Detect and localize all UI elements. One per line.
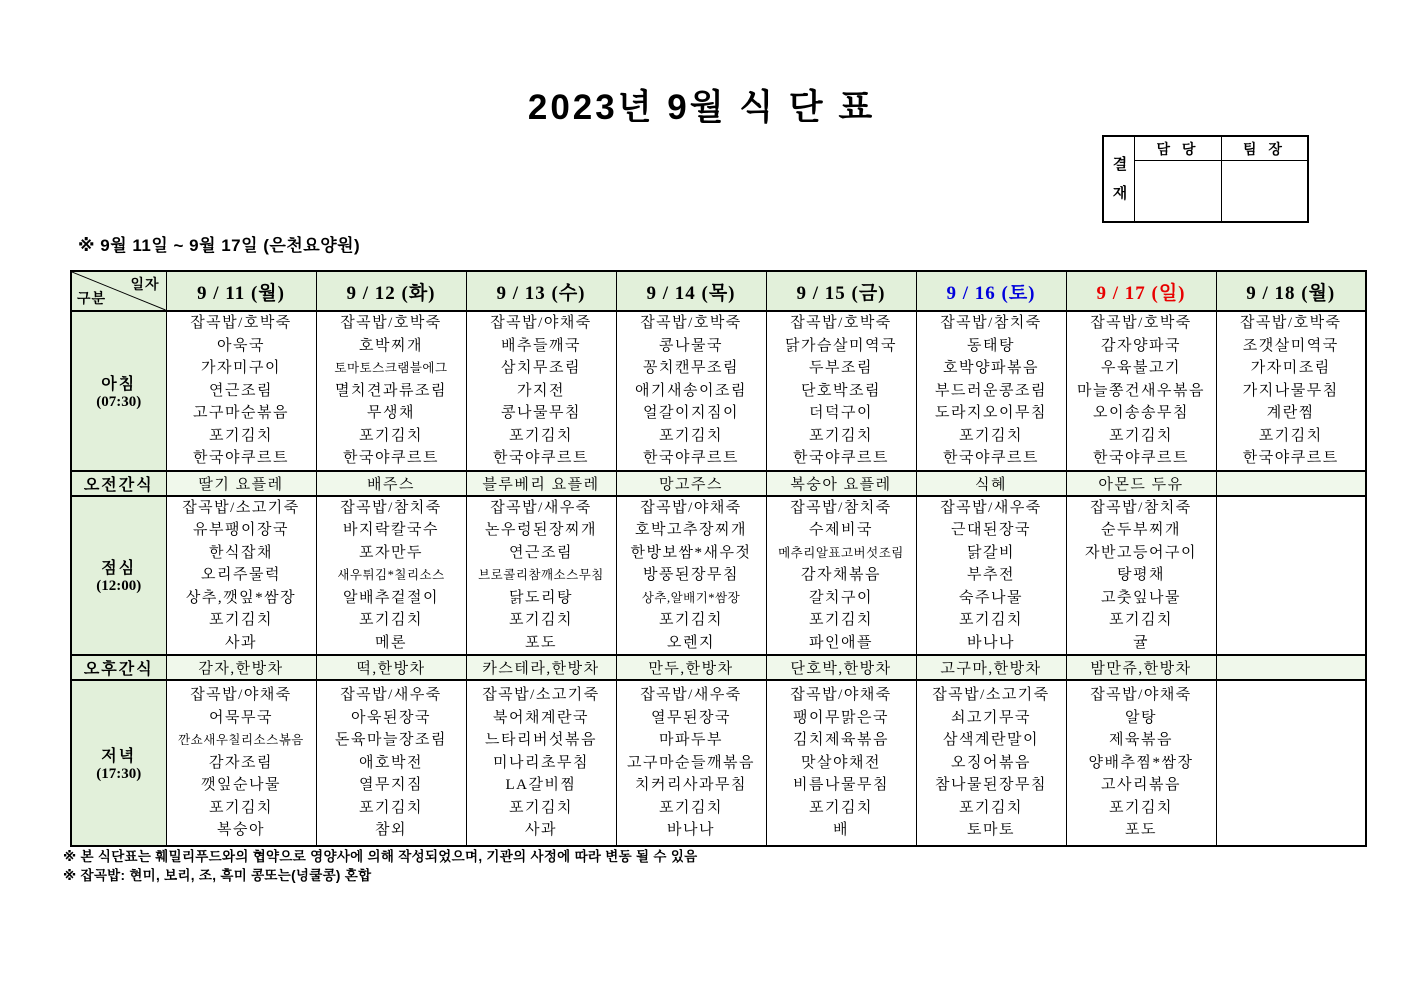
menu-item: 쇠고기무국	[951, 709, 1031, 726]
menu-item: 메론	[375, 634, 407, 651]
menu-item: 두부조림	[809, 360, 873, 376]
date-header-0: 9 / 11 (월)	[166, 271, 316, 311]
menu-item: 잡곡밥/야채죽	[1090, 687, 1192, 704]
menu-item: 숙주나물	[959, 589, 1023, 606]
approval-col-teamlead	[1221, 137, 1307, 221]
row-label-breakfast: 아침 (07:30)	[71, 311, 166, 471]
menu-item: 가자미조림	[1250, 360, 1331, 376]
menu-item: 잡곡밥/새우죽	[940, 499, 1042, 516]
menu-item: 깐쇼새우칠리소스볶음	[178, 733, 304, 748]
footnote-grain: ※ 잡곡밥: 현미, 보리, 조, 흑미 콩또는(넝쿨콩) 혼합	[63, 868, 372, 883]
row-label-am-snack: 오전간식	[71, 471, 166, 496]
snack-cell-am-snack-1: 배주스	[316, 471, 466, 496]
menu-item: 오렌지	[667, 634, 715, 651]
date-header-2: 9 / 13 (수)	[466, 271, 616, 311]
menu-item: 잡곡밥/소고기죽	[932, 687, 1050, 704]
menu-item: 토마토	[967, 822, 1015, 839]
snack-cell-pm-snack-7	[1216, 655, 1366, 680]
menu-item: 복숭아	[217, 822, 265, 839]
menu-item: 한국야쿠르트	[643, 450, 739, 466]
snack-cell-am-snack-0: 딸기 요플레	[166, 471, 316, 496]
snack-cell-pm-snack-6: 밤만쥬,한방차	[1066, 655, 1216, 680]
menu-cell-breakfast-0	[166, 311, 316, 471]
date-header-3: 9 / 14 (목)	[616, 271, 766, 311]
menu-item: 애호박전	[359, 754, 423, 771]
menu-item: 포기김치	[809, 799, 873, 816]
menu-item: 단호박조림	[801, 382, 881, 399]
footnotes	[63, 847, 698, 885]
menu-item: 토마토스크램블에그	[334, 361, 448, 375]
menu-item: 고구마순들깨볶음	[627, 754, 755, 771]
menu-item: 자반고등어구이	[1085, 544, 1197, 561]
menu-item: 더덕구이	[809, 405, 873, 421]
menu-item: 오리주물럭	[201, 567, 281, 583]
menu-item: 잡곡밥/호박죽	[640, 315, 742, 331]
menu-item: 참외	[375, 822, 407, 839]
menu-cell-breakfast-2	[466, 311, 616, 471]
menu-item: 포기김치	[359, 612, 423, 628]
menu-item: 포기김치	[659, 799, 723, 816]
menu-item: 브로콜리참깨소스무침	[478, 568, 604, 582]
menu-item: 포기김치	[359, 799, 423, 816]
snack-cell-pm-snack-2: 카스테라,한방차	[466, 655, 616, 680]
date-header-6: 9 / 17 (일)	[1066, 271, 1216, 311]
menu-item: 포기김치	[659, 612, 723, 628]
snack-cell-pm-snack-0: 감자,한방차	[166, 655, 316, 680]
menu-item: 잡곡밥/야채죽	[640, 499, 742, 516]
menu-cell-breakfast-7	[1216, 311, 1366, 471]
menu-item: 잡곡밥/호박죽	[1239, 315, 1342, 331]
menu-item: 방풍된장무침	[643, 567, 739, 583]
menu-item: 잡곡밥/참치죽	[790, 499, 892, 516]
footnote-provider: ※ 본 식단표는 훼밀리푸드와의 협약으로 영양사에 의해 작성되었으며, 기관의 사정에 따라 변동 될 수 있음	[63, 849, 698, 864]
row-dinner	[71, 680, 1366, 846]
menu-cell-lunch-0	[166, 496, 316, 656]
menu-item: 귤	[1133, 634, 1149, 651]
menu-item: 잡곡밥/소고기죽	[182, 499, 300, 516]
menu-item: 잡곡밥/새우죽	[640, 687, 742, 704]
menu-item: 잡곡밥/호박죽	[190, 315, 292, 331]
menu-cell-lunch-4	[766, 496, 916, 656]
menu-item: 참나물된장무침	[935, 777, 1047, 794]
menu-item: 호박고추장찌개	[635, 522, 747, 538]
menu-item: 북어채계란국	[493, 709, 589, 726]
menu-item: 포기김치	[1109, 799, 1173, 816]
menu-item: 삼색계란말이	[943, 732, 1039, 749]
menu-item: 느타리버섯볶음	[485, 732, 597, 749]
menu-cell-breakfast-4	[766, 311, 916, 471]
menu-cell-dinner-4	[766, 680, 916, 846]
menu-item: 상추,알배기*쌈장	[641, 590, 741, 605]
menu-cell-dinner-6	[1066, 680, 1216, 846]
menu-item: 배추들깨국	[501, 337, 581, 354]
menu-item: 삼치무조림	[501, 360, 581, 376]
menu-item: 논우렁된장찌개	[485, 522, 597, 538]
approval-manager-sign-cell	[1135, 161, 1221, 221]
menu-item: 열무된장국	[651, 709, 731, 726]
menu-item: 포기김치	[809, 427, 873, 444]
menu-item: 양배추찜*쌈장	[1088, 754, 1194, 771]
header-row	[71, 271, 1366, 311]
menu-item: 도라지오이무침	[935, 405, 1047, 421]
snack-cell-am-snack-3: 망고주스	[616, 471, 766, 496]
menu-item: 잡곡밥/야채죽	[490, 315, 592, 331]
row-breakfast	[71, 311, 1366, 471]
menu-item: 잡곡밥/호박죽	[790, 315, 892, 331]
row-pm-snack	[71, 655, 1366, 680]
row-label-lunch: 점심 (12:00)	[71, 496, 166, 656]
menu-item: 잡곡밥/야채죽	[190, 687, 292, 704]
menu-cell-lunch-6	[1066, 496, 1216, 656]
menu-item: 우육불고기	[1101, 360, 1181, 376]
menu-item: 탕평채	[1117, 567, 1165, 583]
menu-item: 무생채	[367, 405, 415, 421]
menu-item: 포기김치	[209, 612, 273, 628]
menu-item: 고구마순볶음	[193, 405, 289, 421]
menu-item: 포기김치	[959, 427, 1023, 444]
menu-item: 치커리사과무침	[635, 777, 747, 794]
corner-label-category: 구분	[77, 292, 107, 307]
menu-item: 포도	[525, 634, 557, 651]
menu-item: LA갈비찜	[505, 777, 577, 794]
menu-item: 맛살야채전	[801, 754, 881, 771]
row-am-snack	[71, 471, 1366, 496]
menu-item: 김치제육볶음	[793, 732, 889, 749]
menu-body	[71, 311, 1366, 846]
menu-item: 포기김치	[209, 427, 273, 444]
menu-item: 오징어볶음	[951, 754, 1031, 771]
menu-item: 포기김치	[1258, 427, 1323, 444]
menu-item: 돈육마늘장조림	[335, 732, 447, 749]
menu-item: 포기김치	[959, 612, 1023, 628]
menu-item: 배	[833, 822, 849, 839]
menu-item: 고사리볶음	[1101, 777, 1181, 794]
menu-item: 잡곡밥/새우죽	[340, 687, 442, 704]
menu-item: 한방보쌈*새우젓	[630, 544, 752, 561]
menu-cell-breakfast-3	[616, 311, 766, 471]
menu-cell-dinner-5	[916, 680, 1066, 846]
menu-cell-lunch-5	[916, 496, 1066, 656]
date-header-5: 9 / 16 (토)	[916, 271, 1066, 311]
snack-cell-am-snack-7	[1216, 471, 1366, 496]
menu-item: 수제비국	[809, 522, 873, 538]
menu-item: 유부팽이장국	[193, 522, 289, 538]
row-label-pm-snack: 오후간식	[71, 655, 166, 680]
menu-item: 포기김치	[659, 427, 723, 444]
menu-item: 잡곡밥/참치죽	[940, 315, 1042, 331]
week-range-subtitle: ※ 9월 11일 ~ 9월 17일 (은천요양원)	[78, 236, 361, 255]
menu-item: 아욱국	[217, 337, 265, 354]
row-lunch	[71, 496, 1366, 656]
menu-cell-lunch-7	[1216, 496, 1366, 656]
menu-item: 포도	[1125, 822, 1157, 839]
menu-item: 포기김치	[1109, 612, 1173, 628]
menu-item: 열무지짐	[359, 777, 423, 794]
menu-item: 한국야쿠르트	[943, 450, 1039, 466]
menu-item: 감자채볶음	[801, 567, 881, 583]
menu-item: 연근조림	[209, 382, 273, 399]
menu-cell-lunch-2	[466, 496, 616, 656]
menu-item: 가지전	[517, 382, 565, 399]
approval-teamlead-label: 팀 장	[1222, 137, 1307, 161]
menu-item: 포기김치	[509, 799, 573, 816]
menu-item: 팽이무맑은국	[793, 709, 889, 726]
menu-cell-dinner-0	[166, 680, 316, 846]
menu-item: 닭가슴살미역국	[785, 337, 897, 354]
menu-item: 한국야쿠르트	[343, 450, 439, 466]
menu-item: 비름나물무침	[793, 777, 889, 794]
menu-item: 갈치구이	[809, 589, 873, 606]
menu-item: 포기김치	[509, 427, 573, 444]
row-label-dinner: 저녁 (17:30)	[71, 680, 166, 846]
menu-item: 꽁치캔무조림	[643, 360, 739, 376]
menu-item: 애기새송이조림	[635, 382, 747, 399]
menu-cell-dinner-2	[466, 680, 616, 846]
menu-cell-dinner-7	[1216, 680, 1366, 846]
menu-cell-lunch-3	[616, 496, 766, 656]
snack-cell-pm-snack-1: 떡,한방차	[316, 655, 466, 680]
approval-stamp-label: 결재	[1104, 137, 1135, 221]
menu-item: 바나나	[667, 822, 715, 839]
menu-item: 계란찜	[1266, 405, 1315, 421]
menu-item: 콩나물국	[659, 337, 723, 354]
menu-cell-dinner-1	[316, 680, 466, 846]
menu-item: 동태탕	[967, 337, 1015, 354]
menu-item: 사과	[225, 634, 257, 651]
menu-item: 한국야쿠르트	[493, 450, 589, 466]
menu-table	[70, 270, 1367, 847]
menu-item: 제육볶음	[1109, 732, 1173, 749]
menu-item: 근대된장국	[951, 522, 1031, 538]
menu-item: 포기김치	[209, 799, 273, 816]
menu-item: 상추,깻잎*쌈장	[185, 589, 297, 606]
approval-teamlead-sign-cell	[1222, 161, 1307, 221]
menu-item: 오이송송무침	[1093, 405, 1189, 421]
menu-item: 콩나물무침	[501, 405, 581, 421]
menu-item: 어묵무국	[209, 709, 273, 726]
menu-item: 잡곡밥/참치죽	[1090, 499, 1192, 516]
snack-cell-am-snack-5: 식혜	[916, 471, 1066, 496]
snack-cell-pm-snack-3: 만두,한방차	[616, 655, 766, 680]
menu-item: 가지나물무침	[1242, 382, 1339, 399]
menu-item: 잡곡밥/참치죽	[340, 499, 442, 516]
menu-cell-breakfast-1	[316, 311, 466, 471]
menu-item: 한식잡채	[209, 544, 273, 561]
menu-item: 잡곡밥/소고기죽	[482, 687, 600, 704]
date-header-7: 9 / 18 (월)	[1216, 271, 1366, 311]
snack-cell-am-snack-2: 블루베리 요플레	[466, 471, 616, 496]
menu-cell-lunch-1	[316, 496, 466, 656]
menu-item: 잡곡밥/호박죽	[1090, 315, 1192, 331]
menu-item: 포기김치	[809, 612, 873, 628]
snack-cell-pm-snack-4: 단호박,한방차	[766, 655, 916, 680]
menu-item: 깻잎순나물	[201, 777, 281, 794]
menu-item: 조갯살미역국	[1242, 337, 1339, 354]
menu-cell-breakfast-6	[1066, 311, 1216, 471]
menu-item: 미나리초무침	[493, 754, 589, 771]
menu-item: 한국야쿠르트	[1242, 450, 1339, 466]
menu-item: 마파두부	[659, 732, 723, 749]
menu-item: 메추리알표고버섯조림	[778, 545, 904, 560]
approval-manager-label: 담 당	[1135, 137, 1221, 161]
menu-cell-breakfast-5	[916, 311, 1066, 471]
menu-item: 한국야쿠르트	[793, 450, 889, 466]
menu-item: 포자만두	[359, 544, 423, 561]
corner-cell	[71, 271, 166, 311]
menu-item: 파인애플	[809, 634, 873, 651]
menu-item: 호박찌개	[359, 337, 423, 354]
menu-item: 마늘쫑건새우볶음	[1077, 382, 1205, 399]
menu-item: 닭갈비	[967, 544, 1015, 561]
menu-item: 아욱된장국	[351, 709, 431, 726]
menu-item: 포기김치	[959, 799, 1023, 816]
menu-item: 한국야쿠르트	[1093, 450, 1189, 466]
menu-item: 연근조림	[509, 544, 573, 561]
menu-item: 바지락칼국수	[343, 522, 439, 538]
menu-item: 알배추겉절이	[343, 589, 439, 606]
date-header-1: 9 / 12 (화)	[316, 271, 466, 311]
menu-item: 고춧잎나물	[1101, 589, 1181, 606]
menu-item: 포기김치	[1109, 427, 1173, 444]
menu-item: 부드러운콩조림	[935, 382, 1047, 399]
menu-item: 포기김치	[509, 612, 573, 628]
snack-cell-am-snack-6: 아몬드 두유	[1066, 471, 1216, 496]
menu-item: 바나나	[967, 634, 1015, 651]
menu-item: 포기김치	[359, 427, 423, 444]
corner-label-date: 일자	[130, 278, 160, 293]
menu-item: 감자조림	[209, 754, 273, 771]
page-title: 2023년 9월 식 단 표	[527, 88, 876, 127]
menu-item: 닭도리탕	[509, 589, 573, 606]
snack-cell-am-snack-4: 복숭아 요플레	[766, 471, 916, 496]
menu-item: 멸치견과류조림	[335, 382, 447, 399]
menu-item: 가자미구이	[201, 360, 281, 376]
menu-item: 얼갈이지짐이	[643, 405, 739, 421]
menu-item: 새우튀김*칠리소스	[337, 568, 445, 582]
menu-item: 알탕	[1125, 709, 1157, 726]
menu-item: 순두부찌개	[1101, 522, 1181, 538]
menu-item: 잡곡밥/새우죽	[490, 499, 592, 516]
menu-item: 한국야쿠르트	[193, 450, 289, 466]
date-header-4: 9 / 15 (금)	[766, 271, 916, 311]
menu-item: 부추전	[967, 567, 1015, 583]
menu-item: 잡곡밥/호박죽	[340, 315, 442, 331]
approval-box	[1102, 135, 1309, 223]
menu-item: 감자양파국	[1101, 337, 1181, 354]
menu-item: 잡곡밥/야채죽	[790, 687, 892, 704]
menu-item: 사과	[525, 822, 557, 839]
menu-cell-dinner-3	[616, 680, 766, 846]
snack-cell-pm-snack-5: 고구마,한방차	[916, 655, 1066, 680]
menu-item: 호박양파볶음	[943, 360, 1039, 376]
approval-col-manager	[1135, 137, 1221, 221]
